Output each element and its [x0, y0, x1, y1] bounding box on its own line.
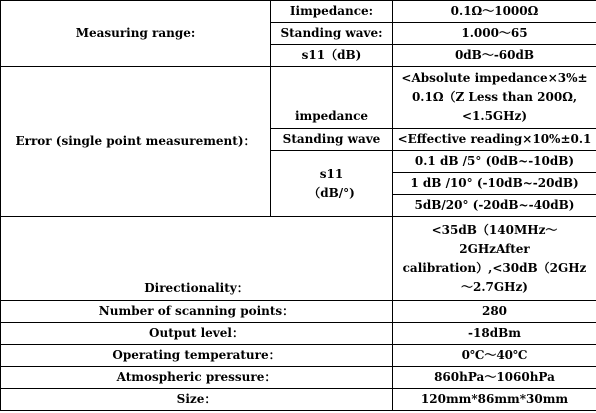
s11-range-value: 0dB～-60dB [393, 45, 596, 67]
atmospheric-pressure-label: Atmospheric pressure： [1, 367, 393, 389]
s11-param: s11（dB) [271, 45, 393, 67]
size-value: 120mm*86mm*30mm [393, 389, 596, 411]
error-s11-param-line-1: s11 [319, 166, 344, 181]
output-level-value: -18dBm [393, 323, 596, 345]
size-label: Size： [1, 389, 393, 411]
directionality-row [1, 217, 596, 301]
directionality-line-3: calibration）,<30dB（2GHz [402, 260, 587, 275]
error-impedance-line-1: <Absolute impedance×3%± [401, 71, 588, 85]
error-s11-param [271, 151, 393, 217]
directionality-line-2: 2GHzAfter [459, 241, 530, 256]
error-label: Error (single point measurement)： [1, 67, 271, 217]
impedance-param: Iimpedance: [271, 1, 393, 23]
directionality-value [393, 217, 596, 301]
measuring-range-label: Measuring range: [1, 1, 271, 67]
error-impedance-row [1, 67, 596, 129]
atmospheric-pressure-value: 860hPa～1060hPa [393, 367, 596, 389]
error-s11-param-line-2: （dB/°) [308, 185, 355, 200]
error-s11-value-2: 1 dB /10° (-10dB~-20dB) [393, 173, 596, 195]
size-row [1, 389, 596, 411]
scanning-points-label: Number of scanning points： [1, 301, 393, 323]
error-s11-value-3: 5dB/20° (-20dB~-40dB) [393, 195, 596, 217]
measuring-range-row [1, 1, 596, 23]
directionality-label: Directionality： [1, 217, 393, 301]
output-level-label: Output level： [1, 323, 393, 345]
error-impedance-line-2: 0.1Ω（Z Less than 200Ω, [411, 90, 578, 104]
error-standing-wave-value: <Effective reading×10%±0.1 [393, 129, 596, 151]
error-impedance-value [393, 67, 596, 129]
standing-wave-param: Standing wave: [271, 23, 393, 45]
error-impedance-line-3: <1.5GHz) [461, 109, 527, 123]
directionality-line-4: ～2.7GHz) [461, 279, 528, 294]
error-impedance-param: impedance [271, 67, 393, 129]
directionality-line-1: <35dB（140MHz～ [431, 222, 558, 237]
operating-temperature-value: 0℃～40℃ [393, 345, 596, 367]
error-standing-wave-param: Standing wave [271, 129, 393, 151]
error-s11-value-1: 0.1 dB /5° (0dB~-10dB) [393, 151, 596, 173]
operating-temperature-row [1, 345, 596, 367]
operating-temperature-label: Operating temperature： [1, 345, 393, 367]
atmospheric-pressure-row [1, 367, 596, 389]
output-level-row [1, 323, 596, 345]
impedance-range-value: 0.1Ω～1000Ω [393, 1, 596, 23]
scanning-points-value: 280 [393, 301, 596, 323]
standing-wave-range-value: 1.000～65 [393, 23, 596, 45]
scanning-points-row [1, 301, 596, 323]
